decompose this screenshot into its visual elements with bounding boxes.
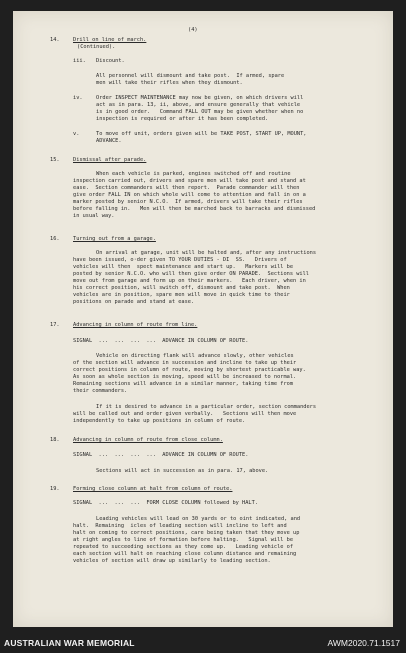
- section-number: 14.: [50, 37, 60, 43]
- text-line: of the section will advance in succession and incline to take up their: [73, 360, 297, 366]
- text-line: vehicles will then spect maintenance and start up. Markers will be: [73, 264, 294, 270]
- subpara-number: v.: [73, 131, 80, 137]
- text-line: independently to take up positions in column of route.: [73, 418, 246, 424]
- text-line: On arrival at garage, unit will be halted and, after any instructions: [96, 250, 317, 256]
- section-number: 15.: [50, 157, 60, 163]
- section-title: Turning out from a garage.: [73, 236, 156, 242]
- text-line: his correct position, will switch off, dismount and take post. When: [73, 285, 290, 291]
- subpara-number: iv.: [73, 95, 83, 101]
- text-line: Order INSPECT MAINTENANCE may now be given, on which drivers will: [96, 95, 304, 101]
- section-number: 18.: [50, 437, 60, 443]
- text-line: halt. Remaining icles of leading section will incline to left and: [73, 523, 287, 529]
- section-title: Drill on line of march.: [73, 37, 147, 43]
- text-line: their commanders.: [73, 388, 128, 394]
- text-line: vehicles are in position, spare men will move in quick time to their: [73, 292, 290, 298]
- text-line: repeated to succeeding sections as they come up. Leading vehicle of: [73, 544, 294, 550]
- section-number: 19.: [50, 486, 60, 492]
- text-line: As soon as whole section is moving, speed will be increased to normal.: [73, 374, 297, 380]
- text-line: All personnel will dismount and take post. If armed, spare: [96, 73, 285, 79]
- text-line: Remaining sections will advance in a similar manner, taking time from: [73, 381, 294, 387]
- signal-line: SIGNAL ... ... ... FORM CLOSE COLUMN followed by HALT.: [73, 500, 258, 506]
- subpara-title: Discount.: [96, 58, 125, 64]
- text-line: is in good order. Command FALL OUT may be given whether when no: [96, 109, 304, 115]
- section-title: Advancing in column of route from close column.: [73, 437, 223, 443]
- text-line: inspection carried out, drivers and spare men will take post and stand at: [73, 178, 306, 184]
- text-line: Sections will act in succession as in para. 17, above.: [96, 468, 269, 474]
- text-line: will be called out and order given verbally. Sections will then move: [73, 411, 297, 417]
- text-line: posted by senior N.C.O. who will then give order ON PARADE. Sections will: [73, 271, 309, 277]
- footer-bar: [0, 632, 406, 653]
- text-line: before falling in. Men will then be marched back to barracks and dismissed: [73, 206, 316, 212]
- text-line: halt on coming to correct positions, care being taken that they move up: [73, 530, 300, 536]
- text-line: To move off unit, orders given will be TAKE POST, START UP, MOUNT,: [96, 131, 307, 137]
- text-line: correct positions in column of route, moving by shortest practicable way.: [73, 367, 306, 373]
- text-line: act as in para. 13, ii, above, and ensure generally that vehicle: [96, 102, 301, 108]
- text-line: men will take their rifles when they dismount.: [96, 80, 243, 86]
- footer-accession-number: AWM2020.71.1517: [327, 638, 400, 648]
- text-line: ADVANCE.: [96, 138, 122, 144]
- text-line: in usual way.: [73, 213, 115, 219]
- signal-line: SIGNAL ... ... ... ... ADVANCE IN COLUMN OF ROUTE.: [73, 338, 249, 344]
- text-line: ease. Section commanders will then report. Parade commander will then: [73, 185, 300, 191]
- page-number: (4): [188, 27, 198, 33]
- section-title: Forming close column at halt from column of route.: [73, 486, 233, 492]
- text-line: vehicles of section will draw up similarly to leading section.: [73, 558, 271, 564]
- section-number: 17.: [50, 322, 60, 328]
- section-title: Dismissal after parade.: [73, 157, 147, 163]
- text-line: have been issued, o·der given TO YOUR DUTIES - DI SS. Drivers of: [73, 257, 287, 263]
- text-line: inspection is required or after it has been completed.: [96, 116, 269, 122]
- text-line: each section will halt on reaching close column distance and remaining: [73, 551, 297, 557]
- section-title: Advancing in column of route from line.: [73, 322, 198, 328]
- text-line: If it is desired to advance in a particular order, section commanders: [96, 404, 317, 410]
- text-line: When each vehicle is parked, engines switched off and routine: [96, 171, 291, 177]
- text-line: Leading vehicles will lead on 30 yards or to oint indicated, and: [96, 516, 301, 522]
- text-line: give order FALL IN on which whole will come to attention and fall in on a: [73, 192, 306, 198]
- section-number: 16.: [50, 236, 60, 242]
- subpara-number: iii.: [73, 58, 86, 64]
- text-line: marker posted by senior N.C.O. If armed, drivers will take their rifles: [73, 199, 303, 205]
- document-page: [13, 11, 393, 627]
- text-line: positions on parade and stand at ease.: [73, 299, 195, 305]
- text-line: move out from garage and form up on their markers. Each driver, when in: [73, 278, 306, 284]
- section-subtitle: (Continued).: [77, 44, 116, 50]
- text-line: at right angles to line of formation before halting. Signal will be: [73, 537, 294, 543]
- text-line: Vehicle on directing flank will advance slowly, other vehicles: [96, 353, 294, 359]
- footer-institution: AUSTRALIAN WAR MEMORIAL: [4, 638, 135, 648]
- signal-line: SIGNAL ... ... ... ... ADVANCE IN COLUMN OF ROUTE.: [73, 452, 249, 458]
